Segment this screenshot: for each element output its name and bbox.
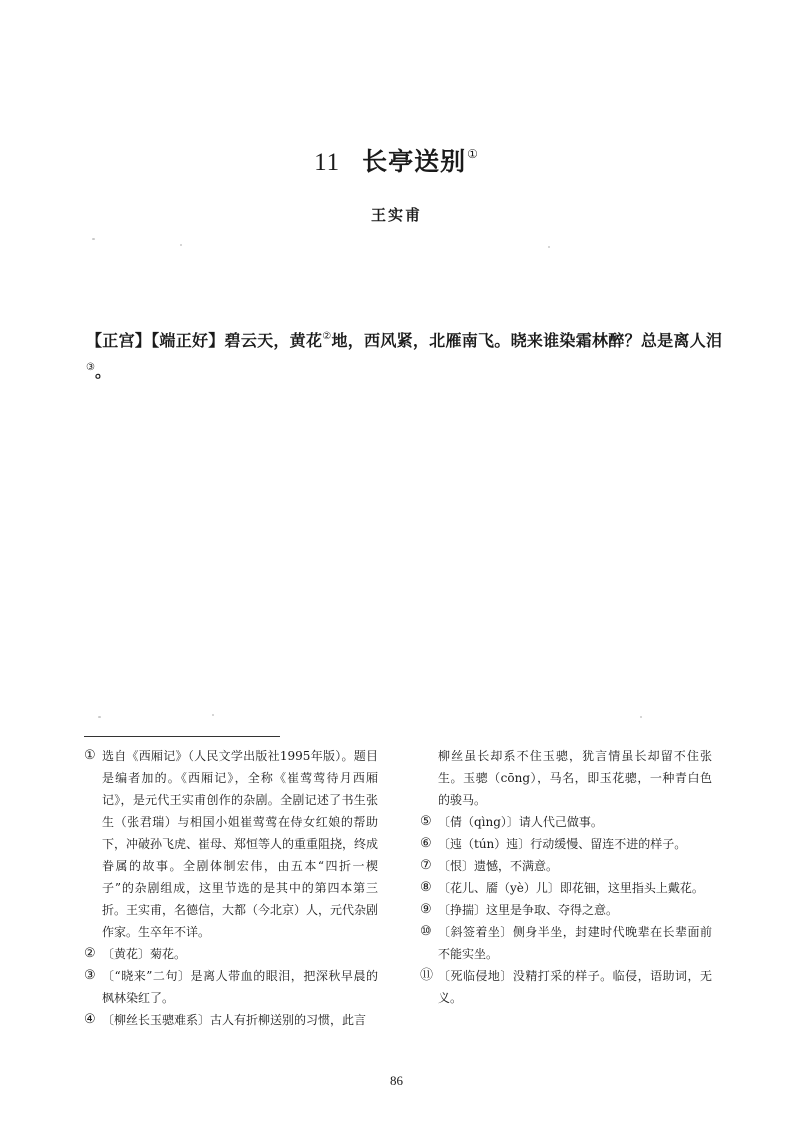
scan-speck xyxy=(180,244,182,246)
footnote-divider xyxy=(84,736,280,737)
footnote-marker: ⑧ xyxy=(420,880,432,895)
footnote-text: 〔恨〕遗憾，不满意。 xyxy=(438,859,559,873)
paragraph-part-3: 。 xyxy=(94,362,111,381)
footnote-text: 选自《西厢记》（人民文学出版社1995年版）。题目是编者加的。《西厢记》，全称《崔莺莺待月西厢记》，是元代王实甫创作的杂剧。全剧记述了书生张生（张君瑞）与相国小姐崔莺莺在侍女红娘的帮助下，冲破孙飞虎、崔母、郑恒等人的重重阻挠，终成眷属的故事。全剧体制宏伟，由五本“四折一楔子”的杂剧组成，这里节选的是其中的第四本第三折。王实甫，名德信，大都（今北京）人，元代杂剧作家。生卒年不详。 xyxy=(102,749,379,939)
footnote-marker: ② xyxy=(84,946,96,961)
scan-speck xyxy=(98,716,101,718)
lesson-title xyxy=(0,142,793,178)
lesson-number: 11 xyxy=(314,149,341,176)
main-paragraph xyxy=(86,323,722,385)
paragraph-part-1: 【正宫】【端正好】碧云天，黄花 xyxy=(86,331,323,350)
scan-speck xyxy=(548,246,550,248)
scan-speck xyxy=(92,238,95,240)
footnote-text: 〔挣揣〕这里是争取、夺得之意。 xyxy=(438,903,619,917)
footnote-marker: ⑨ xyxy=(420,902,432,917)
paragraph-part-2: 地，西风紧，北雁南飞。晓来谁染霜林醉？总是离人泪 xyxy=(331,331,722,350)
page-number: 86 xyxy=(390,1073,403,1088)
footnote-text: 柳丝虽长却系不住玉骢，犹言情虽长却留不住张生。玉骢（cōng），马名，即玉花骢，一种青白色的骏马。 xyxy=(438,749,712,807)
footnote-item xyxy=(84,965,378,1009)
author-name: 王实甫 xyxy=(370,206,422,224)
footnote-ref-3: ③ xyxy=(86,362,95,373)
footnote-item xyxy=(420,899,712,921)
footnote-item xyxy=(420,811,712,833)
lesson-title-text: 长亭送别 xyxy=(362,147,467,176)
footnotes-left-column xyxy=(84,745,378,1031)
footnote-item xyxy=(84,1009,378,1031)
footnote-item xyxy=(420,833,712,855)
footnote-item xyxy=(84,745,378,943)
footnote-ref-2: ② xyxy=(322,331,332,342)
footnote-text: 〔迍（tún）迍〕行动缓慢、留连不进的样子。 xyxy=(438,837,687,851)
footnotes-right-column xyxy=(420,745,712,1009)
footnote-item xyxy=(420,877,712,899)
footnote-text: 〔“晓来”二句〕是离人带血的眼泪，把深秋早晨的枫林染红了。 xyxy=(102,969,378,1005)
footnote-marker: ③ xyxy=(84,968,96,983)
footnote-item xyxy=(420,965,712,1009)
scan-speck xyxy=(212,714,214,716)
footnote-text: 〔柳丝长玉骢难系〕古人有折柳送别的习惯，此言 xyxy=(102,1013,367,1027)
footnote-marker: ⑩ xyxy=(420,924,432,939)
footnote-marker: ⑤ xyxy=(420,814,432,829)
footnote-item xyxy=(420,745,712,811)
footnote-text: 〔死临侵地〕没精打采的样子。临侵，语助词，无义。 xyxy=(438,969,712,1005)
footnote-text: 〔斜签着坐〕侧身半坐，封建时代晚辈在长辈面前不能实坐。 xyxy=(438,925,712,961)
footnote-item xyxy=(420,855,712,877)
title-footnote-marker: ① xyxy=(467,147,479,161)
footnote-item xyxy=(420,921,712,965)
scan-speck xyxy=(640,716,642,718)
footnote-marker: ⑥ xyxy=(420,836,432,851)
footnote-text: 〔花儿、靥（yè）儿〕即花钿，这里指头上戴花。 xyxy=(438,881,704,895)
footnote-marker: ⑪ xyxy=(420,968,434,983)
footnote-text: 〔倩（qìng）〕请人代己做事。 xyxy=(438,815,603,829)
footnote-marker: ⑦ xyxy=(420,858,432,873)
footnote-marker: ④ xyxy=(84,1012,96,1027)
footnote-item xyxy=(84,943,378,965)
footnote-text: 〔黄花〕菊花。 xyxy=(102,947,187,961)
footnote-marker: ① xyxy=(84,748,96,763)
